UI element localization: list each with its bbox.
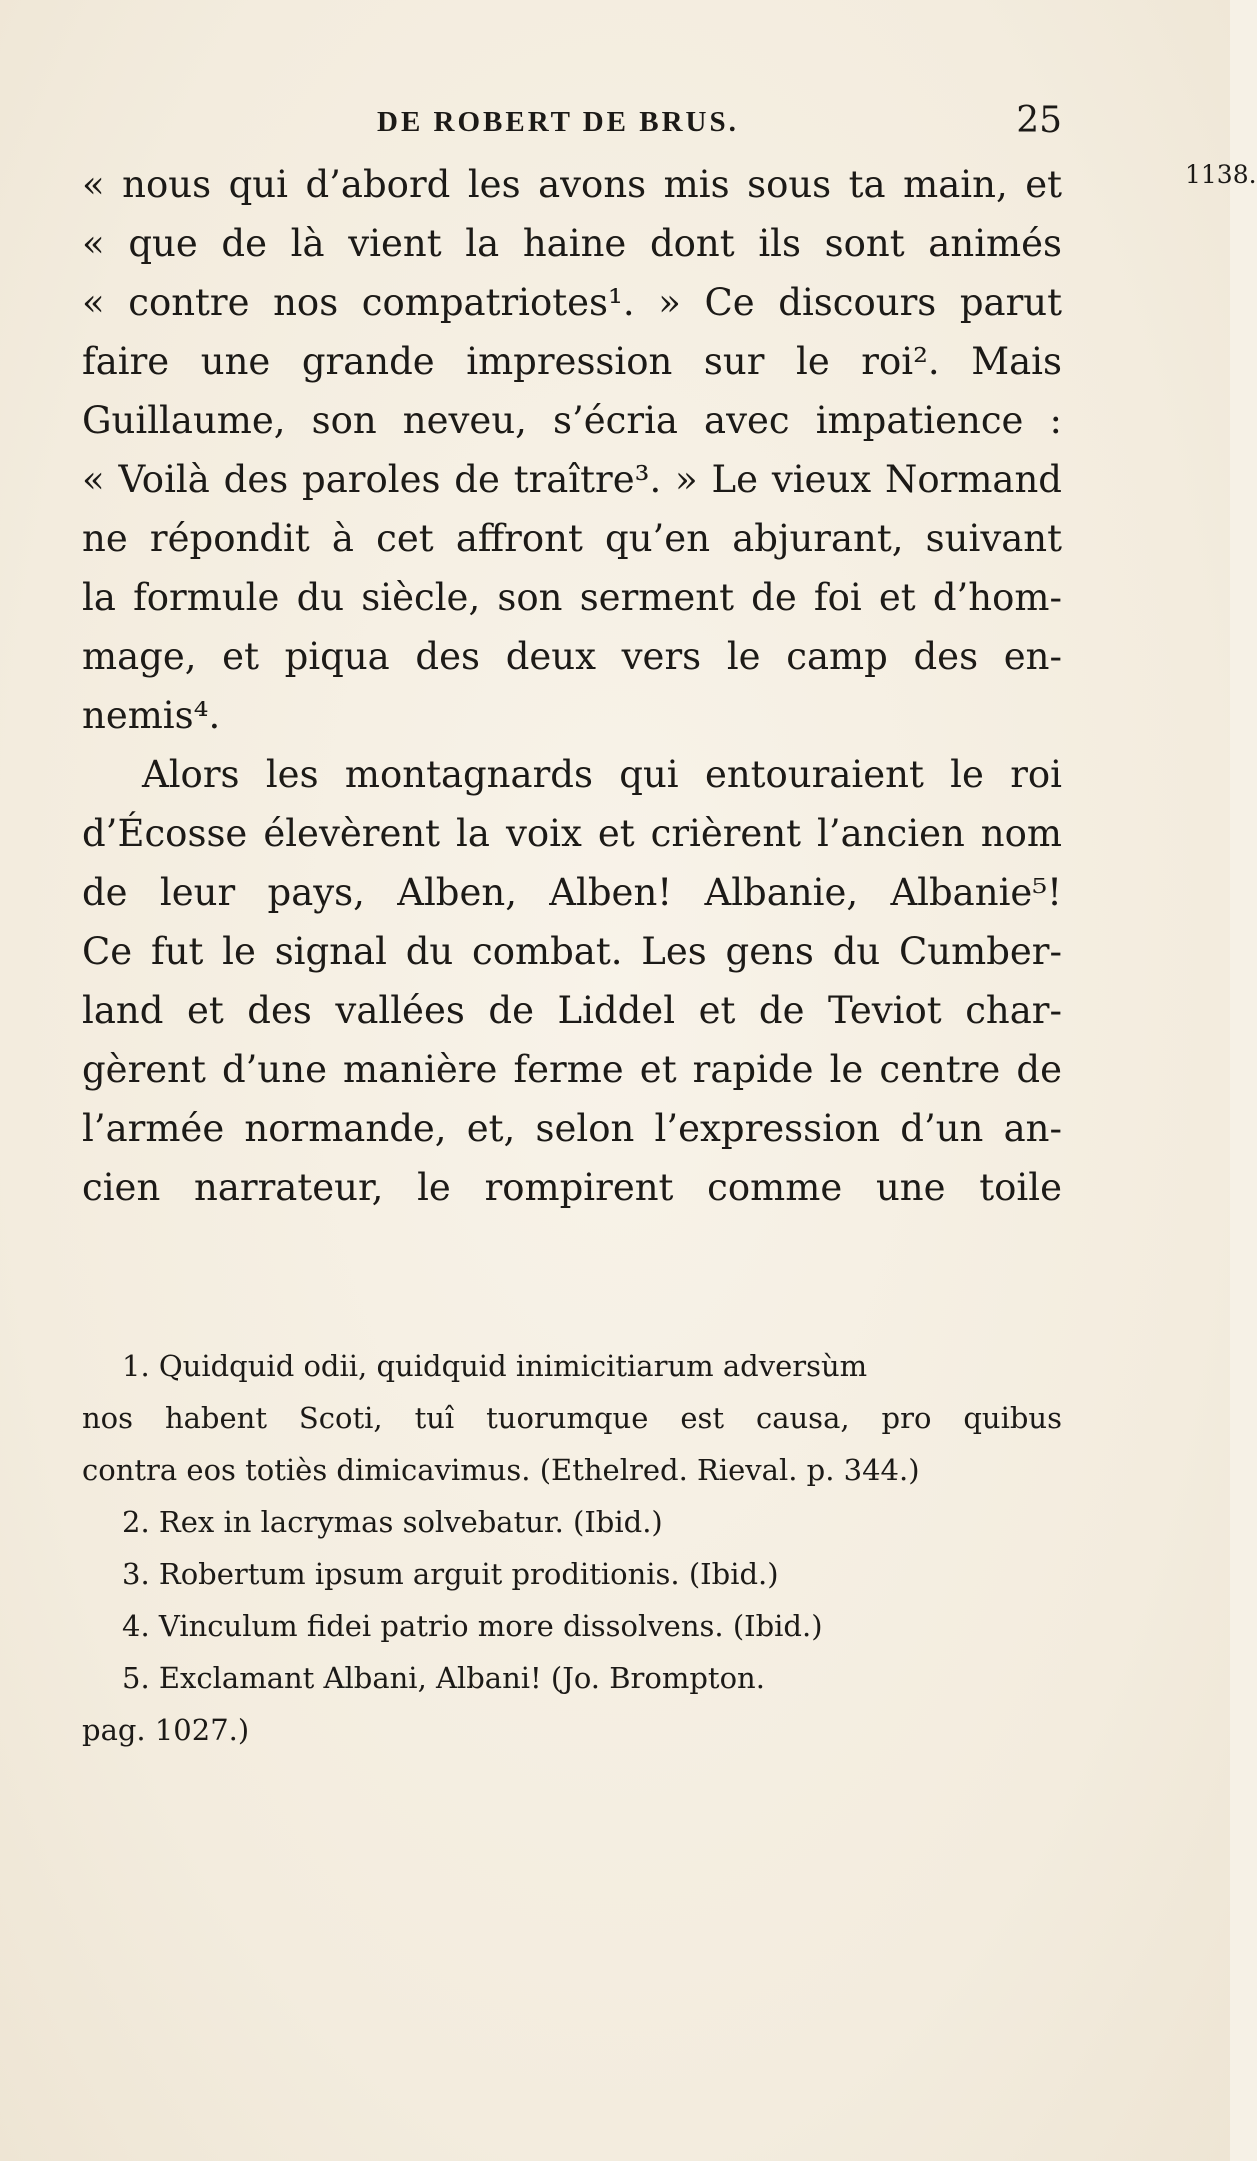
footnote-line: pag. 1027.) (82, 1713, 250, 1747)
footnote-line: 5. Exclamant Albani, Albani! (Jo. Brompton. (122, 1661, 765, 1695)
body-line: gèrent d’une manière ferme et rapide le centre de (82, 1048, 1062, 1091)
page-number: 25 (1016, 100, 1062, 141)
body-line: Guillaume, son neveu, s’écria avec impatience : (82, 399, 1062, 442)
body-line: l’armée normande, et, selon l’expression d’un an- (82, 1107, 1062, 1150)
body-line: d’Écosse élevèrent la voix et crièrent l’ancien nom (82, 812, 1062, 855)
body-line: mage, et piqua des deux vers le camp des en- (82, 635, 1062, 678)
page-header (82, 100, 1062, 148)
body-line: faire une grande impression sur le roi². Mais (82, 340, 1062, 383)
body-line: « Voilà des paroles de traître³. » Le vieux Normand (82, 458, 1062, 501)
footnote-line: 3. Robertum ipsum arguit proditionis. (Ibid.) (122, 1557, 779, 1591)
running-head: DE ROBERT DE BRUS. (377, 106, 739, 138)
body-line: Alors les montagnards qui entouraient le roi (142, 753, 1062, 796)
body-line: « nous qui d’abord les avons mis sous ta main, et (82, 163, 1062, 206)
footnote-line: contra eos totiès dimicavimus. (Ethelred. Rieval. p. 344.) (82, 1453, 920, 1487)
body-line: « contre nos compatriotes¹. » Ce discours parut (82, 281, 1062, 324)
footnote-line: 1. Quidquid odii, quidquid inimicitiarum adversùm (122, 1349, 868, 1383)
footnote-line: 4. Vinculum fidei patrio more dissolvens. (Ibid.) (122, 1609, 823, 1643)
body-line: Ce fut le signal du combat. Les gens du Cumber- (82, 930, 1062, 973)
body-line: cien narrateur, le rompirent comme une toile (82, 1166, 1062, 1209)
body-text (82, 155, 1062, 1217)
margin-date: 1138. (1185, 160, 1257, 189)
footnote-line: 2. Rex in lacrymas solvebatur. (Ibid.) (122, 1505, 663, 1539)
body-line: land et des vallées de Liddel et de Teviot char- (82, 989, 1062, 1032)
footnote-line: nos habent Scoti, tuî tuorumque est causa, pro quibus (82, 1401, 1062, 1435)
body-line: ne répondit à cet affront qu’en abjurant, suivant (82, 517, 1062, 560)
body-line: la formule du siècle, son serment de foi et d’hom- (82, 576, 1062, 619)
body-line: de leur pays, Alben, Alben! Albanie, Albanie⁵! (82, 871, 1062, 914)
body-line: nemis⁴. (82, 694, 221, 737)
body-line: « que de là vient la haine dont ils sont animés (82, 222, 1062, 265)
footnotes (82, 1340, 1062, 1756)
